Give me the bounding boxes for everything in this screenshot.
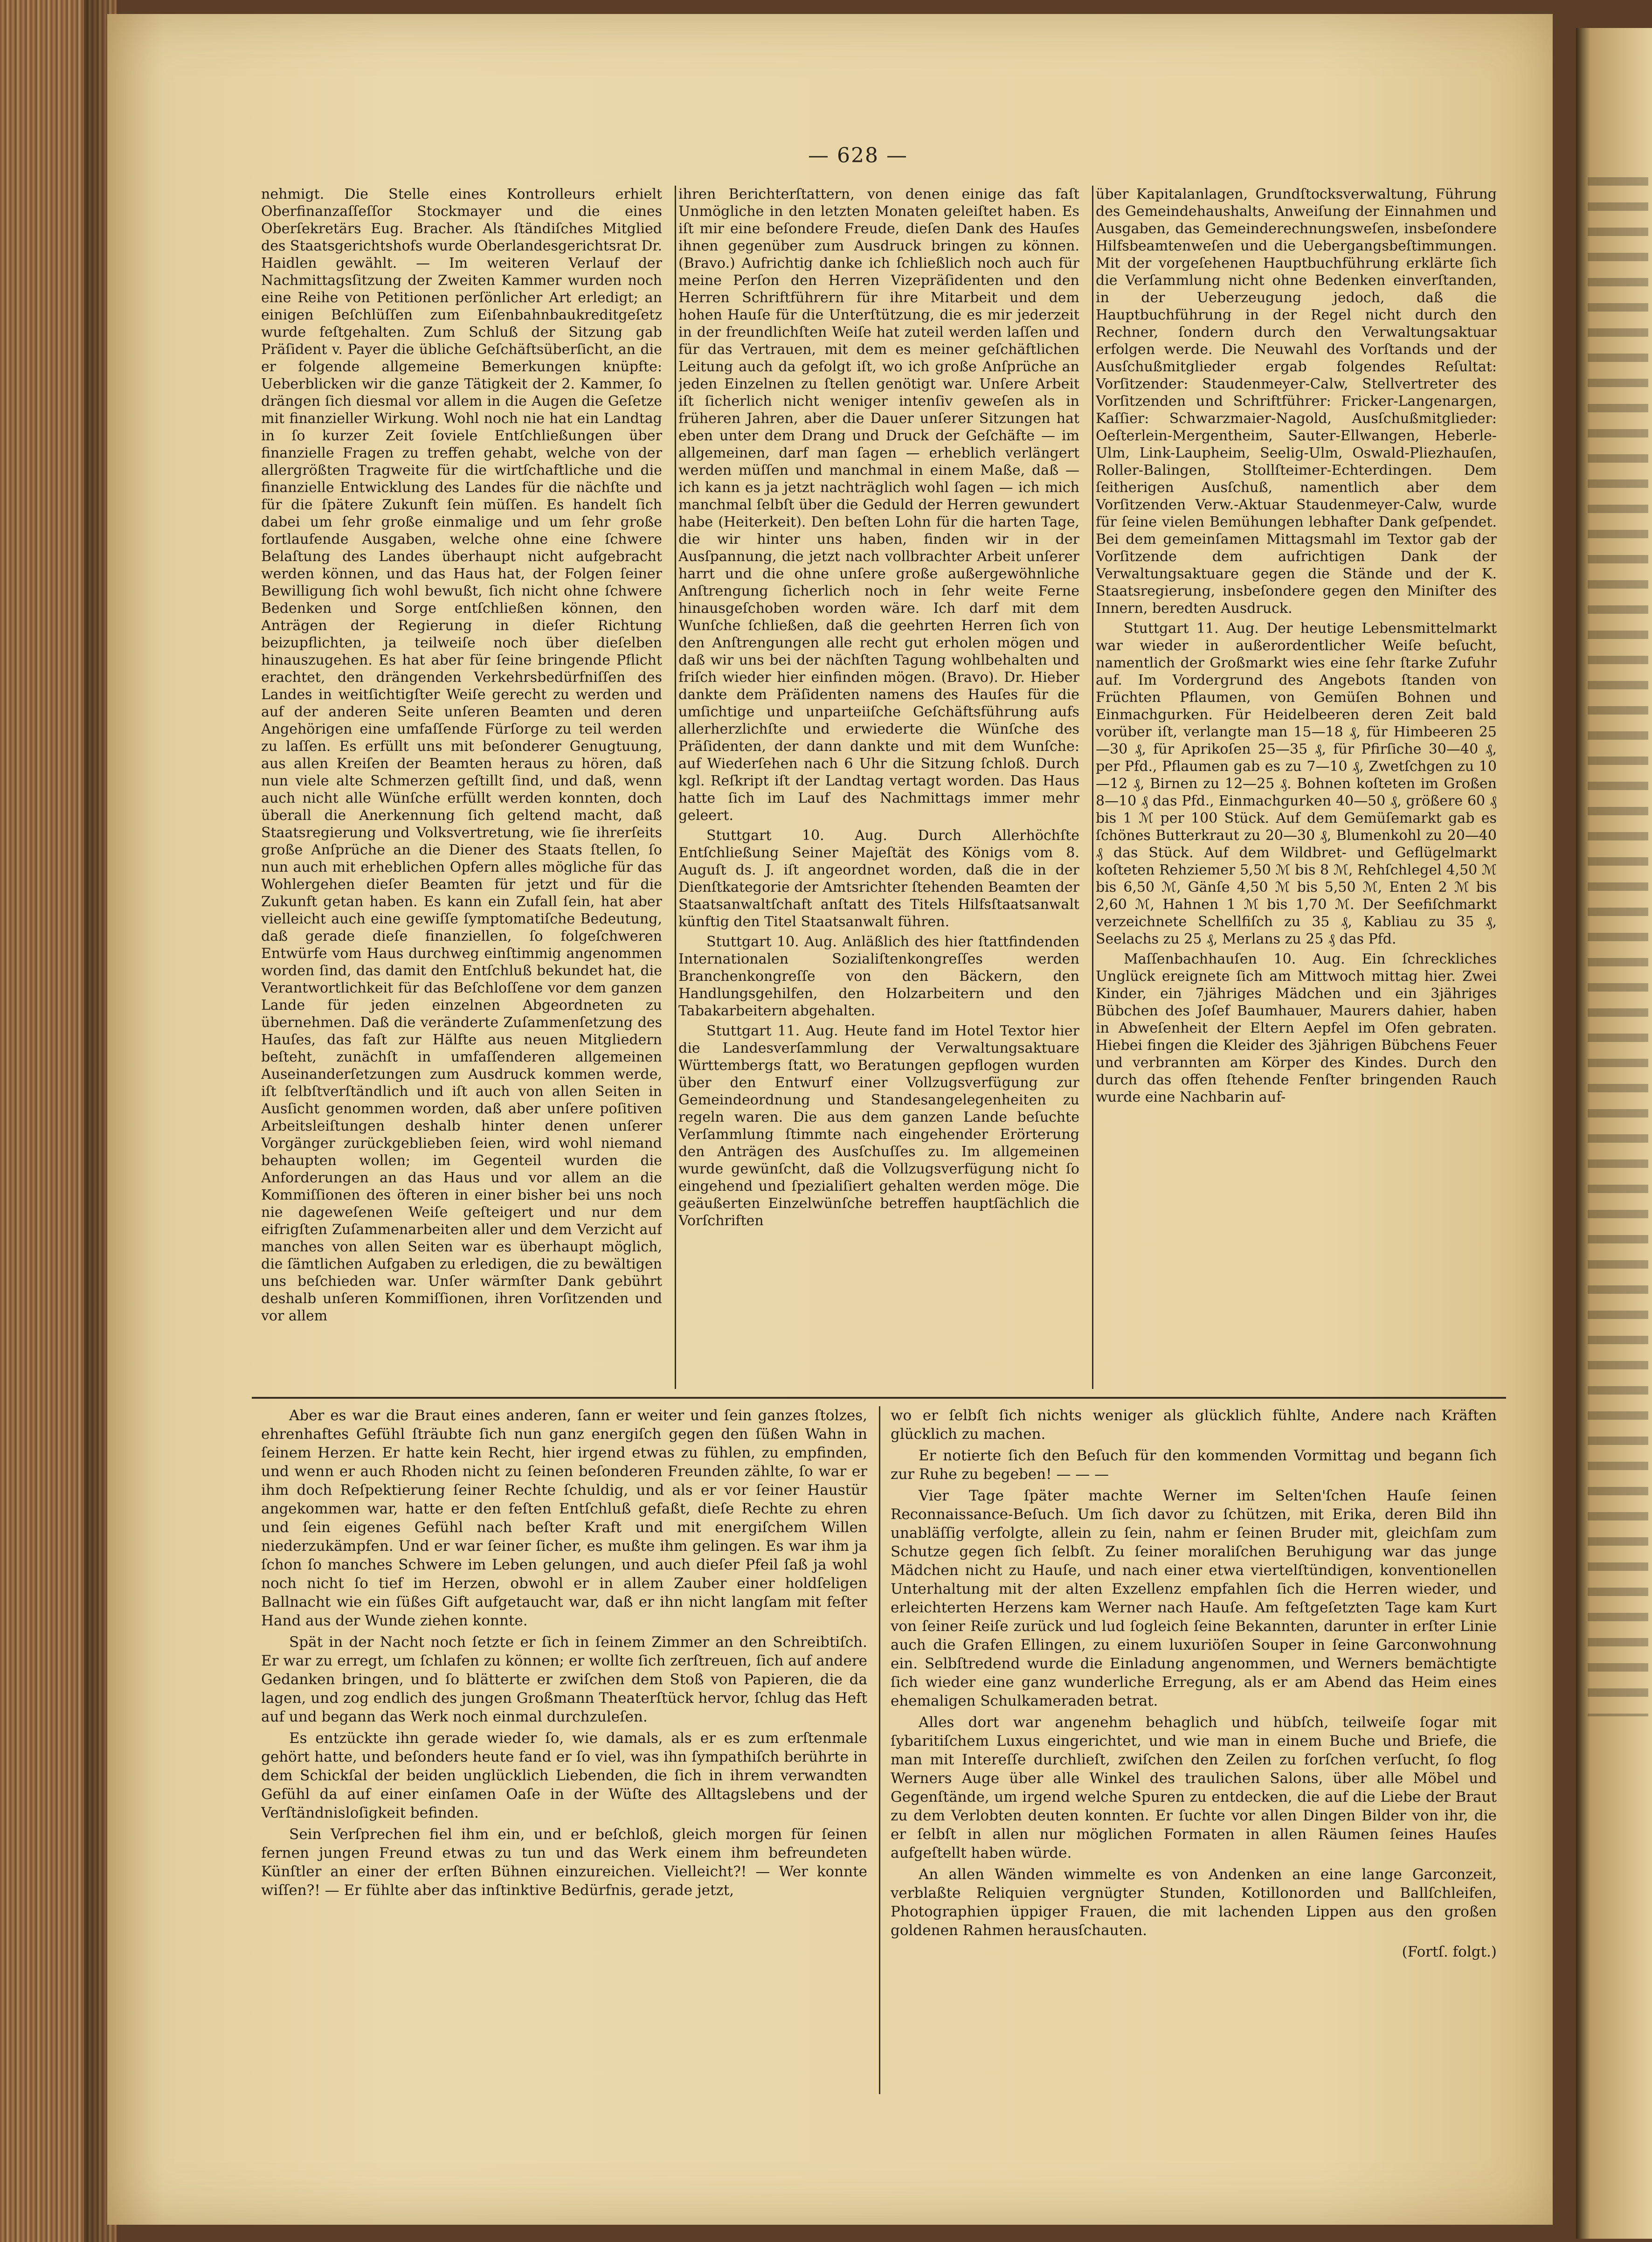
news-column-2 bbox=[678, 186, 1079, 1389]
news-column-1 bbox=[261, 186, 662, 1389]
story-paragraph: Aber es war die Braut eines anderen, ſann er weiter und ſein ganzes ſtolzes, ehrenhaftes Gefühl ſträubte ſich nun ganz energiſch gegen den ſüßen Wahn in ſeinem Herzen. Er hatte kein Recht, hier irgend etwas zu fühlen, zu empfinden, und wenn er auch Rhoden nicht zu ſeinen beſonderen Freunden zählte, ſo war er ihm doch Reſpektierung ſeiner Rechte ſchuldig, und als er vor ſeiner Haustür angekommen war, hatte er den feſten Entſchluß gefaßt, dieſe Rechte zu ehren und ſein eigenes Gefühl nach beſter Kraft und mit energiſchem Willen niederzukämpfen. Und er war ſeiner ſicher, es mußte ihm gelingen. Es war ihm ja ſchon ſo manches Schwere im Leben gelungen, und auch dieſer Pfeil ſaß ja wohl noch nicht ſo tief im Herzen, obwohl er in allem Zauber einer holdſeligen Ballnacht wie ein ſüßes Gift aufgetaucht war, daß er ihn nicht langſam mit feſter Hand aus der Wunde ziehen konnte. bbox=[261, 1407, 867, 1629]
news-section bbox=[261, 186, 1497, 1389]
feuilleton-separator bbox=[252, 1397, 1506, 1399]
story-paragraph: Vier Tage ſpäter machte Werner im Selten'ſchen Hauſe ſeinen Reconnaissance-Beſuch. Um ſich davor zu ſchützen, mit Erika, deren Bild ihn unabläſſig verfolgte, allein zu ſein, nahm er ſeinen Bruder mit, gleichſam zum Schutze gegen ſich ſelbſt. Zu ſeiner moraliſchen Beruhigung war das junge Mädchen nicht zu Hauſe, und nach einer etwa viertelſtündigen, konventionellen Unterhaltung mit der alten Exzellenz empfahlen ſich die Herren wieder, und erleichterten Herzens kam Werner nach Hauſe. Am feſtgeſetzten Tage kam Kurt von ſeiner Reiſe zurück und lud ſogleich ſeine Bekannten, darunter in erſter Linie auch die Grafen Ellingen, zu einem luxuriöſen Souper in ſeine Garconwohnung ein. Selbſtredend wurde die Einladung angenommen, und Werners bemächtigte ſich wieder eine ganz wunderliche Erregung, als er am Abend das Heim eines ehemaligen Schulkameraden betrat. bbox=[891, 1487, 1497, 1709]
news-item-stuttgart-1: Stuttgart 10. Aug. Durch Allerhöchſte Entſchließung Seiner Majeſtät des Königs vom 8. Auguſt ds. J. iſt angeordnet worden, daß die in der Dienſtkategorie der Amtsrichter ſtehenden Beamten der Staatsanwaltſchaft anſtatt des Titels Hilfsſtaatsanwalt künftig den Titel Staatsanwalt führen. bbox=[678, 827, 1079, 930]
story-paragraph: Alles dort war angenehm behaglich und hübſch, teilweiſe ſogar mit ſybaritiſchem Luxus eingerichtet, und wie man in einem Buche und Briefe, die man mit Intereſſe durchlieſt, zwiſchen den Zeilen zu forſchen verſucht, ſo flog Werners Auge über alle Winkel des traulichen Salons, über alle Möbel und Gegenſtände, um irgend welche Spuren zu entdecken, die auf die Liebe der Braut zu dem Verlobten deuten konnten. Er ſuchte vor allen Dingen Bilder von ihr, die er ſelbſt in allen nur möglichen Formaten in allen Räumen ſeines Hauſes aufgeſtellt haben würde. bbox=[891, 1714, 1497, 1861]
news-paragraph: nehmigt. Die Stelle eines Kontrolleurs erhielt Oberfinanzaſſeſſor Stockmayer und die eines Oberſekretärs Eug. Bracher. Als ſtändiſches Mitglied des Staatsgerichtshofs wurde Oberlandesgerichtsrat Dr. Haidlen gewählt. — Im weiteren Verlauf der Nachmittagsſitzung der Zweiten Kammer wurden noch eine Reihe von Petitionen perſönlicher Art erledigt; an einigen Beſchlüſſen zum Eiſenbahnbaukreditgeſetz wurde feſtgehalten. Zum Schluß der Sitzung gab Präſident v. Payer die übliche Geſchäftsüberſicht, an die er folgende allgemeine Bemerkungen knüpfte: Ueberblicken wir die ganze Tätigkeit der 2. Kammer, ſo drängen ſich diesmal vor allem in die Augen die Geſetze mit finanzieller Wirkung. Wohl noch nie hat ein Landtag in ſo kurzer Zeit ſoviele Entſchließungen über finanzielle Fragen zu treffen gehabt, welche von der allergrößten Tragweite für die wirtſchaftliche und die finanzielle Entwicklung des Landes für die nächſte und für die ſpätere Zukunft ſein müſſen. Es handelt ſich dabei um ſehr große einmalige und um ſehr große fortlaufende Ausgaben, welche ohne eine ſchwere Belaſtung des Landes überhaupt nicht aufgebracht werden können, und das Haus hat, der Folgen ſeiner Bewilligung ſich wohl bewußt, ſich nicht ohne ſchwere Bedenken und Sorge entſchließen können, den Anträgen der Regierung in dieſer Richtung beizupflichten, ja teilweiſe noch über dieſelben hinauszugehen. Es hat aber für ſeine bringende Pflicht erachtet, den drängenden Verkehrsbedürfniſſen des Landes in weitſichtigſter Weiſe gerecht zu werden und auf der anderen Seite unſeren Beamten und deren Angehörigen eine umfaſſende Fürſorge zu teil werden zu laſſen. Es erfüllt uns mit beſonderer Genugtuung, aus allen Kreiſen der Beamten heraus zu hören, daß nun viele alte Schmerzen geſtillt ſind, und daß, wenn auch nicht alle Wünſche erfüllt werden konnten, doch überall die Anerkennung ſich geltend macht, daß Staatsregierung und Volksvertretung, wie ſie ihrerſeits große Anſprüche an die Diener des Staats ſtellen, ſo nun auch mit erheblichen Opfern alles mögliche für das Wohlergehen dieſer Beamten für jetzt und für die Zukunft getan haben. Es kann ein Zufall ſein, hat aber vielleicht auch eine gewiſſe ſymptomatiſche Bedeutung, daß gerade dieſe finanziellen, ſo folgeſchweren Entwürfe vom Haus durchweg einſtimmig angenommen worden ſind, das damit den Entſchluß bekundet hat, die Verantwortlichkeit für das Beſchloſſene vor dem ganzen Lande für jeden einzelnen Abgeordneten zu übernehmen. Daß die veränderte Zuſammenſetzung des Hauſes, das faſt zur Hälfte aus neuen Mitgliedern beſteht, zunächſt in umfaſſenderen allgemeinen Auseinanderſetzungen zum Ausdruck kommen werde, iſt ſelbſtverſtändlich und iſt auch von allen Seiten in Ausſicht genommen worden, daß aber unſere poſitiven Arbeitsleiſtungen deshalb hinter denen unſerer Vorgänger zurückgeblieben ſeien, wird wohl niemand behaupten wollen; im Gegenteil wurden die Anforderungen an das Haus und vor allem an die Kommiſſionen des öfteren in einer bisher bei uns noch nie dageweſenen Weiſe geſteigert und nur dem eifrigſten Zuſammenarbeiten aller und dem Verzicht auf manches von allen Seiten war es überhaupt möglich, die ſämtlichen Aufgaben zu erledigen, die zu bewältigen uns beſchieden war. Unſer wärmſter Dank gebührt deshalb unſeren Kommiſſionen, ihren Vorſitzenden und vor allem bbox=[261, 186, 662, 1324]
page-number: — 628 — bbox=[808, 144, 908, 167]
story-paragraph: Spät in der Nacht noch ſetzte er ſich in ſeinem Zimmer an den Schreibtiſch. Er war zu erregt, um ſchlafen zu können; er wollte ſich zerſtreuen, ſich auf andere Gedanken bringen, und ſo blätterte er zwiſchen dem Stoß von Papieren, die da lagen, und zog endlich des jungen Großmann Theaterſtück hervor, ſchlug das Heft auf und begann das Werk noch einmal durchzuleſen. bbox=[261, 1634, 867, 1725]
news-item-stuttgart-2: Stuttgart 10. Aug. Anläßlich des hier ſtattfindenden Internationalen Sozialiſtenkongreſſes werden Branchenkongreſſe von den Bäckern, den Handlungsgehilfen, den Holzarbeitern und den Tabakarbeitern abgehalten. bbox=[678, 934, 1079, 1019]
continuation-note: (Fortſ. folgt.) bbox=[1402, 1944, 1497, 1960]
news-item-market: Stuttgart 11. Aug. Der heutige Lebensmittelmarkt war wieder in außerordentlicher Weiſe beſucht, namentlich der Großmarkt wies eine ſehr ſtarke Zufuhr auf. Im Vordergrund des Angebots ſtanden von Früchten Pflaumen, von Gemüſen Bohnen und Einmachgurken. Für Heidelbeeren deren Zeit bald vorüber iſt, verlangte man 15—18 ₰, für Himbeeren 25—30 ₰, für Aprikoſen 25—35 ₰, für Pfirſiche 30—40 ₰, per Pfd., Pflaumen gab es zu 7—10 ₰, Zwetſchgen zu 10—12 ₰, Birnen zu 12—25 ₰. Bohnen koſteten im Großen 8—10 ₰ das Pfd., Einmachgurken 40—50 ₰, größere 60 ₰ bis 1 ℳ per 100 Stück. Auf dem Gemüſemarkt gab es ſchönes Butterkraut zu 20—30 ₰, Blumenkohl zu 20—40 ₰ das Stück. Auf dem Wildbret- und Geflügelmarkt koſteten Rehziemer 5,50 ℳ bis 8 ℳ, Rehſchlegel 4,50 ℳ bis 6,50 ℳ, Gänſe 4,50 ℳ bis 5,50 ℳ, Enten 2 ℳ bis 2,60 ℳ, Hahnen 1 ℳ bis 1,70 ℳ. Der Seefiſchmarkt verzeichnete Schellfiſch zu 35 ₰, Kabliau zu 35 ₰, Seelachs zu 25 ₰, Merlans zu 25 ₰ das Pfd. bbox=[1096, 620, 1497, 947]
story-paragraph: Er notierte ſich den Beſuch für den kommenden Vormittag und begann ſich zur Ruhe zu begeben! — — — bbox=[891, 1447, 1497, 1483]
story-paragraph: wo er ſelbſt ſich nichts weniger als glücklich fühlte, Andere nach Kräften glücklich zu machen. bbox=[891, 1407, 1497, 1443]
story-paragraph: An allen Wänden wimmelte es von Andenken an eine lange Garconzeit, verblaßte Reliquien vergnügter Stunden, Kotillonorden und Ballſchleifen, Photographien üppiger Frauen, die mit lachenden Lippen aus den großen goldenen Rahmen herausſchauten. bbox=[891, 1866, 1497, 1939]
story-paragraph: Sein Verſprechen fiel ihm ein, und er beſchloß, gleich morgen für ſeinen fernen jungen Freund etwas zu tun und das Werk einem ihm befreundeten Künſtler an einer der erſten Bühnen einzureichen. Vielleicht?! — Wer konnte wiſſen?! — Er fühlte aber das inſtinktive Bedürfnis, gerade jetzt, bbox=[261, 1826, 867, 1899]
feuilleton-story bbox=[261, 1406, 1497, 2094]
story-column-2 bbox=[891, 1406, 1497, 2094]
facing-page-text bbox=[1588, 177, 1648, 1716]
news-paragraph: ihren Berichterſtattern, von denen einige das faſt Unmögliche in den letzten Monaten geleiſtet haben. Es iſt mir eine beſondere Freude, dieſen Dank des Hauſes ihnen gegenüber zum Ausdruck bringen zu können. (Bravo.) Aufrichtig danke ich ſchließlich noch auch für meine Perſon den Herren Vizepräſidenten und den Herren Schriftführern für ihre Mitarbeit und dem hohen Hauſe für die Unterſtützung, die es mir jederzeit in der freundlichſten Weiſe hat zuteil werden laſſen und für das Vertrauen, mit dem es meiner geſchäftlichen Leitung auch da gefolgt iſt, wo ich große Anſprüche an jeden Einzelnen zu ſtellen genötigt war. Unſere Arbeit iſt ſicherlich nicht weniger intenſiv geweſen als in früheren Jahren, aber die Dauer unſerer Sitzungen hat eben unter dem Drang und Druck der Geſchäfte — im allgemeinen, darf man ſagen — erheblich verlängert werden müſſen und manchmal in einem Maße, daß — ich kann es ja jetzt nachträglich wohl ſagen — ich mich manchmal ſelbſt über die Geduld der Herren gewundert habe (Heiterkeit). Den beſten Lohn für die harten Tage, die wir hinter uns haben, finden wir in der Ausſpannung, die jetzt nach vollbrachter Arbeit unſerer harrt und die ohne unſere große außergewöhnliche Anſtrengung ſicherlich noch in ſehr weite Ferne hinausgeſchoben worden wäre. Ich darf mit dem Wunſche ſchließen, daß die geehrten Herren ſich von den Anſtrengungen alle recht gut erholen mögen und daß wir uns bei der nächſten Tagung wohlbehalten und friſch wieder hier einfinden mögen. (Bravo). Dr. Hieber dankte dem Präſidenten namens des Hauſes für die umſichtige und unparteiiſche Geſchäftsführung aufs allerherzlichſte und erwiederte die Wünſche des Präſidenten, der dann dankte und mit dem Wunſche: auf Wiederſehen nach 6 Uhr die Sitzung ſchloß. Durch kgl. Reſkript iſt der Landtag vertagt worden. Das Haus hatte ſich im Lauf des Nachmittags immer mehr geleert. bbox=[678, 186, 1079, 824]
story-column-1 bbox=[261, 1406, 867, 2094]
news-item-massenbachhausen: Maſſenbachhauſen 10. Aug. Ein ſchreckliches Unglück ereignete ſich am Mittwoch mittag hier. Zwei Kinder, ein 7jähriges Mädchen und ein 3jähriges Bübchen des Joſef Baumhauer, Maurers dahier, haben in Abweſenheit der Eltern Aepfel im Ofen gebraten. Hiebei fingen die Kleider des 3jährigen Bübchens Feuer und verbrannten am Körper des Kindes. Durch den durch das offen ſtehende Fenſter bringenden Rauch wurde eine Nachbarin auf- bbox=[1096, 951, 1497, 1105]
news-paragraph: über Kapitalanlagen, Grundſtocksverwaltung, Führung des Gemeindehaushalts, Anweiſung der Einnahmen und Ausgaben, das Gemeinderechnungsweſen, insbeſondere Hilfsbeamtenweſen und die Uebergangsbeſtimmungen. Mit der vorgeſehenen Hauptbuchführung erklärte ſich die Verſammlung nicht ohne Bedenken einverſtanden, in der Ueberzeugung jedoch, daß die Hauptbuchführung in der Regel nicht durch den Rechner, ſondern durch den Verwaltungsaktuar erfolgen werde. Die Neuwahl des Vorſtands und der Ausſchußmitglieder ergab folgendes Reſultat: Vorſitzender: Staudenmeyer-Calw, Stellvertreter des Vorſitzenden und Schriftführer: Fricker-Langenargen, Kaſſier: Schwarzmaier-Nagold, Ausſchußmitglieder: Oeſterlein-Mergentheim, Sauter-Ellwangen, Heberle-Ulm, Link-Laupheim, Seelig-Ulm, Oswald-Pliezhauſen, Roller-Balingen, Stollſteimer-Echterdingen. Dem ſeitherigen Ausſchuß, namentlich aber dem Vorſitzenden Verw.-Aktuar Staudenmeyer-Calw, wurde für ſeine vielen Bemühungen lebhafter Dank geſpendet. Bei dem gemeinſamen Mittagsmahl im Textor gab der Vorſitzende dem aufrichtigen Dank der Verwaltungsaktuare gegen die Stände und der K. Staatsregierung, insbeſondere gegen den Miniſter des Innern, beredten Ausdruck. bbox=[1096, 186, 1497, 617]
news-item-stuttgart-3: Stuttgart 11. Aug. Heute fand im Hotel Textor hier die Landesverſammlung der Verwaltungsaktuare Württembergs ſtatt, wo Beratungen gepflogen wurden über den Entwurf einer Vollzugsverfügung zur Gemeindeordnung und Standesangelegenheiten zu regeln waren. Die aus dem ganzen Lande beſuchte Verſammlung ſtimmte nach eingehender Erörterung den Anträgen des Ausſchuſſes zu. Im allgemeinen wurde gewünſcht, daß die Vollzugsverfügung nicht ſo eingehend und ſpezialiſiert gehalten werden möge. Die geäußerten Einzelwünſche betreffen hauptſächlich die Vorſchriften bbox=[678, 1023, 1079, 1229]
news-column-3 bbox=[1096, 186, 1497, 1389]
story-paragraph: Es entzückte ihn gerade wieder ſo, wie damals, als er es zum erſtenmale gehört hatte, und beſonders heute fand er ſo viel, was ihn ſympathiſch berührte in dem Schickſal der beiden unglücklich Liebenden, die ſich in ihrem verwandten Gefühl da auf einer einſamen Oaſe in der Wüſte des Alltagslebens und der Verſtändnisloſigkeit befinden. bbox=[261, 1730, 867, 1821]
